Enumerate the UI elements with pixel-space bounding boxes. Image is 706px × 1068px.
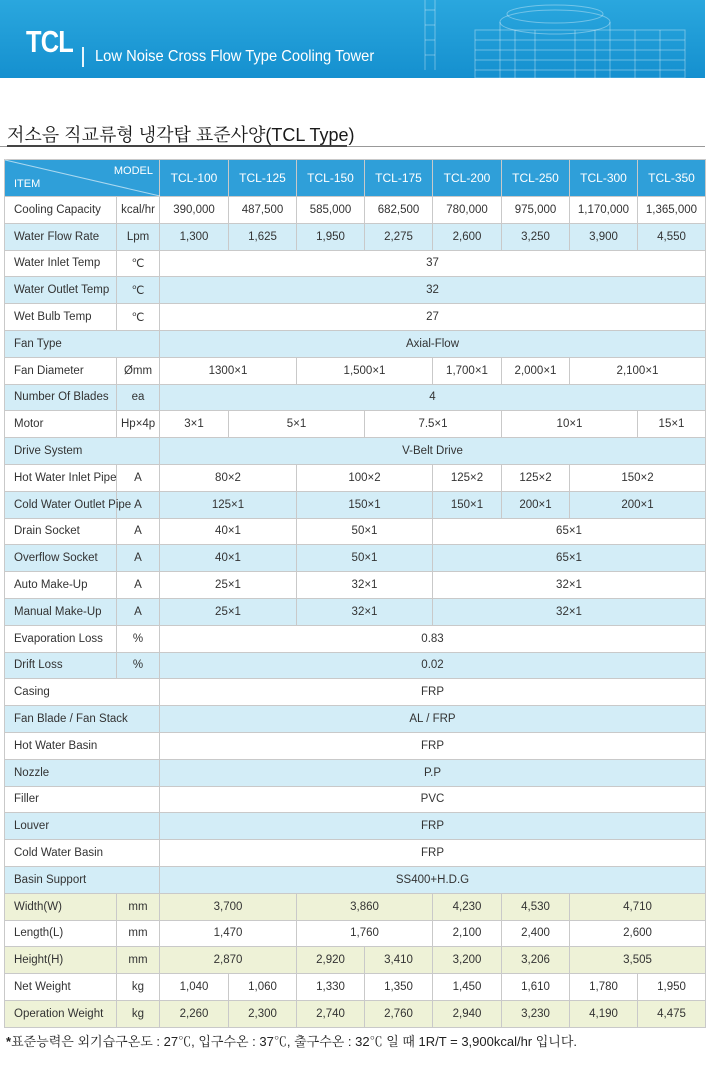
- table-row: [5, 598, 706, 625]
- cell: 2,870: [160, 947, 297, 974]
- cell: 125×2: [502, 464, 570, 491]
- table-row: [5, 1000, 706, 1027]
- row-label: Number Of Blades: [5, 384, 117, 411]
- row-label: Wet Bulb Temp: [5, 304, 117, 331]
- cell: 4,475: [638, 1000, 706, 1027]
- cell: 975,000: [502, 197, 570, 224]
- row-label: Width(W): [5, 893, 117, 920]
- cell: 2,300: [229, 1000, 297, 1027]
- cell: 2,600: [570, 920, 706, 947]
- table-row: [5, 197, 706, 224]
- cell: PVC: [160, 786, 706, 813]
- table-row: [5, 679, 706, 706]
- cell: 2,000×1: [502, 357, 570, 384]
- model-header: TCL-150: [297, 160, 365, 197]
- model-header: TCL-100: [160, 160, 229, 197]
- cell: 3,200: [433, 947, 502, 974]
- cell: 1,950: [297, 223, 365, 250]
- cell: 200×1: [502, 491, 570, 518]
- model-header: TCL-300: [570, 160, 638, 197]
- model-header: TCL-200: [433, 160, 502, 197]
- cell: FRP: [160, 732, 706, 759]
- section-title-underline: [7, 145, 347, 147]
- cell: FRP: [160, 813, 706, 840]
- cell: 487,500: [229, 197, 297, 224]
- row-unit: A: [117, 572, 160, 599]
- spec-table: [4, 159, 706, 1028]
- cell: 1,170,000: [570, 197, 638, 224]
- row-label: Manual Make-Up: [5, 598, 117, 625]
- table-row: [5, 438, 706, 465]
- cell: 4,230: [433, 893, 502, 920]
- cell: 1,760: [297, 920, 433, 947]
- cell: 3×1: [160, 411, 229, 438]
- cell: 3,900: [570, 223, 638, 250]
- row-unit: A: [117, 491, 160, 518]
- table-row: [5, 545, 706, 572]
- cell: 1,950: [638, 974, 706, 1001]
- cell: 682,500: [365, 197, 433, 224]
- cell: 1,330: [297, 974, 365, 1001]
- row-unit: Hp×4p: [117, 411, 160, 438]
- footnote: [6, 1031, 577, 1050]
- row-label: Water Inlet Temp: [5, 250, 117, 277]
- cell: 32×1: [297, 598, 433, 625]
- cell: 40×1: [160, 545, 297, 572]
- row-unit: %: [117, 652, 160, 679]
- cell: 125×1: [160, 491, 297, 518]
- cell: 5×1: [229, 411, 365, 438]
- row-label: Hot Water Inlet Pipe: [5, 464, 117, 491]
- row-unit: kg: [117, 1000, 160, 1027]
- cell: 10×1: [502, 411, 638, 438]
- row-label: Cooling Capacity: [5, 197, 117, 224]
- cell: 2,760: [365, 1000, 433, 1027]
- row-label: Drain Socket: [5, 518, 117, 545]
- cell: 200×1: [570, 491, 706, 518]
- row-label: Height(H): [5, 947, 117, 974]
- cell: 1,700×1: [433, 357, 502, 384]
- row-label: Hot Water Basin: [5, 732, 160, 759]
- title-divider: [82, 47, 84, 67]
- cell: 150×1: [433, 491, 502, 518]
- row-label: Cold Water Outlet Pipe: [5, 491, 117, 518]
- row-unit: ℃: [117, 250, 160, 277]
- cell: 0.83: [160, 625, 706, 652]
- cell: 40×1: [160, 518, 297, 545]
- row-unit: mm: [117, 893, 160, 920]
- cell: 1,450: [433, 974, 502, 1001]
- cell: 25×1: [160, 598, 297, 625]
- row-label: Nozzle: [5, 759, 160, 786]
- cell: 2,100×1: [570, 357, 706, 384]
- cell: 780,000: [433, 197, 502, 224]
- table-header-row: [5, 160, 706, 197]
- row-unit: Lpm: [117, 223, 160, 250]
- cell: 3,410: [365, 947, 433, 974]
- row-unit: ea: [117, 384, 160, 411]
- table-row: [5, 357, 706, 384]
- model-header: TCL-125: [229, 160, 297, 197]
- cell: 1,780: [570, 974, 638, 1001]
- cell: 80×2: [160, 464, 297, 491]
- row-label: Overflow Socket: [5, 545, 117, 572]
- row-label: Motor: [5, 411, 117, 438]
- table-row: [5, 250, 706, 277]
- row-unit: kg: [117, 974, 160, 1001]
- row-label: Fan Diameter: [5, 357, 117, 384]
- item-label: ITEM: [14, 178, 41, 190]
- cell: 2,260: [160, 1000, 229, 1027]
- row-unit: Ømm: [117, 357, 160, 384]
- cell: 0.02: [160, 652, 706, 679]
- table-row: [5, 866, 706, 893]
- header-banner: [0, 0, 705, 78]
- cell: 1,300: [160, 223, 229, 250]
- cell: 32×1: [433, 598, 706, 625]
- row-unit: A: [117, 518, 160, 545]
- model-label: MODEL: [113, 165, 153, 177]
- row-unit: mm: [117, 920, 160, 947]
- model-header: TCL-175: [365, 160, 433, 197]
- cell: 4,710: [570, 893, 706, 920]
- cell: 1,470: [160, 920, 297, 947]
- row-unit: A: [117, 464, 160, 491]
- cell: 1,040: [160, 974, 229, 1001]
- row-label: Drift Loss: [5, 652, 117, 679]
- cell: FRP: [160, 840, 706, 867]
- product-code: TCL: [26, 24, 73, 59]
- cell: 125×2: [433, 464, 502, 491]
- table-row: [5, 786, 706, 813]
- cell: 150×1: [297, 491, 433, 518]
- cell: 4,530: [502, 893, 570, 920]
- row-label: Drive System: [5, 438, 160, 465]
- table-row: [5, 732, 706, 759]
- row-unit: kcal/hr: [117, 197, 160, 224]
- cell: 15×1: [638, 411, 706, 438]
- cell: 2,940: [433, 1000, 502, 1027]
- product-subtitle: Low Noise Cross Flow Type Cooling Tower: [95, 48, 375, 65]
- footnote-text: 표준능력은 외기습구온도 : 27℃, 입구수온 : 37℃, 출구수온 : 32℃ 일 때 1R/T = 3,900kcal/hr 입니다.: [11, 1034, 578, 1049]
- cell: 2,600: [433, 223, 502, 250]
- cell: 32: [160, 277, 706, 304]
- table-row: [5, 572, 706, 599]
- cell: 390,000: [160, 197, 229, 224]
- cell: 37: [160, 250, 706, 277]
- table-row: [5, 974, 706, 1001]
- table-row: [5, 304, 706, 331]
- table-row: [5, 464, 706, 491]
- cell: AL / FRP: [160, 706, 706, 733]
- row-label: Net Weight: [5, 974, 117, 1001]
- cell: 150×2: [570, 464, 706, 491]
- table-row: [5, 893, 706, 920]
- table-row: [5, 920, 706, 947]
- row-label: Auto Make-Up: [5, 572, 117, 599]
- table-row: [5, 625, 706, 652]
- cell: 3,206: [502, 947, 570, 974]
- row-unit: A: [117, 545, 160, 572]
- model-header: TCL-350: [638, 160, 706, 197]
- cell: 1,500×1: [297, 357, 433, 384]
- cell: 25×1: [160, 572, 297, 599]
- row-label: Casing: [5, 679, 160, 706]
- cell: 2,275: [365, 223, 433, 250]
- cell: 65×1: [433, 545, 706, 572]
- cell: 4,190: [570, 1000, 638, 1027]
- cell: 4: [160, 384, 706, 411]
- table-row: [5, 706, 706, 733]
- cell: 1,060: [229, 974, 297, 1001]
- row-label: Water Outlet Temp: [5, 277, 117, 304]
- cell: 1,365,000: [638, 197, 706, 224]
- table-row: [5, 330, 706, 357]
- cell: P.P: [160, 759, 706, 786]
- cell: 3,250: [502, 223, 570, 250]
- cooling-tower-illustration: [405, 0, 705, 78]
- row-unit: ℃: [117, 277, 160, 304]
- table-row: [5, 491, 706, 518]
- cell: 1,610: [502, 974, 570, 1001]
- cell: 1,625: [229, 223, 297, 250]
- table-row: [5, 840, 706, 867]
- cell: 50×1: [297, 545, 433, 572]
- cell: 32×1: [297, 572, 433, 599]
- row-unit: %: [117, 625, 160, 652]
- row-label: Fan Type: [5, 330, 160, 357]
- cell: Axial-Flow: [160, 330, 706, 357]
- row-label: Operation Weight: [5, 1000, 117, 1027]
- cell: 2,400: [502, 920, 570, 947]
- cell: V-Belt Drive: [160, 438, 706, 465]
- cell: 32×1: [433, 572, 706, 599]
- cell: 7.5×1: [365, 411, 502, 438]
- cell: 3,860: [297, 893, 433, 920]
- row-label: Filler: [5, 786, 160, 813]
- row-label: Water Flow Rate: [5, 223, 117, 250]
- table-row: [5, 518, 706, 545]
- cell: 3,505: [570, 947, 706, 974]
- table-row: [5, 411, 706, 438]
- footnote-mark: *: [6, 1034, 12, 1049]
- cell: 50×1: [297, 518, 433, 545]
- table-row: [5, 947, 706, 974]
- cell: 2,740: [297, 1000, 365, 1027]
- row-label: Basin Support: [5, 866, 160, 893]
- model-header: TCL-250: [502, 160, 570, 197]
- row-label: Cold Water Basin: [5, 840, 160, 867]
- row-unit: ℃: [117, 304, 160, 331]
- row-label: Fan Blade / Fan Stack: [5, 706, 160, 733]
- section-title: 저소음 직교류형 냉각탑 표준사양(TCL Type): [7, 125, 355, 145]
- row-label: Louver: [5, 813, 160, 840]
- cell: FRP: [160, 679, 706, 706]
- row-label: Length(L): [5, 920, 117, 947]
- cell: 4,550: [638, 223, 706, 250]
- cell: 27: [160, 304, 706, 331]
- cell: SS400+H.D.G: [160, 866, 706, 893]
- header-corner: [5, 160, 160, 197]
- row-label: Evaporation Loss: [5, 625, 117, 652]
- table-row: [5, 384, 706, 411]
- cell: 100×2: [297, 464, 433, 491]
- table-row: [5, 652, 706, 679]
- cell: 1,350: [365, 974, 433, 1001]
- cell: 3,230: [502, 1000, 570, 1027]
- table-row: [5, 223, 706, 250]
- cell: 1300×1: [160, 357, 297, 384]
- row-unit: A: [117, 598, 160, 625]
- table-row: [5, 813, 706, 840]
- cell: 65×1: [433, 518, 706, 545]
- cell: 2,100: [433, 920, 502, 947]
- table-row: [5, 277, 706, 304]
- table-row: [5, 759, 706, 786]
- cell: 2,920: [297, 947, 365, 974]
- cell: 3,700: [160, 893, 297, 920]
- row-unit: mm: [117, 947, 160, 974]
- cell: 585,000: [297, 197, 365, 224]
